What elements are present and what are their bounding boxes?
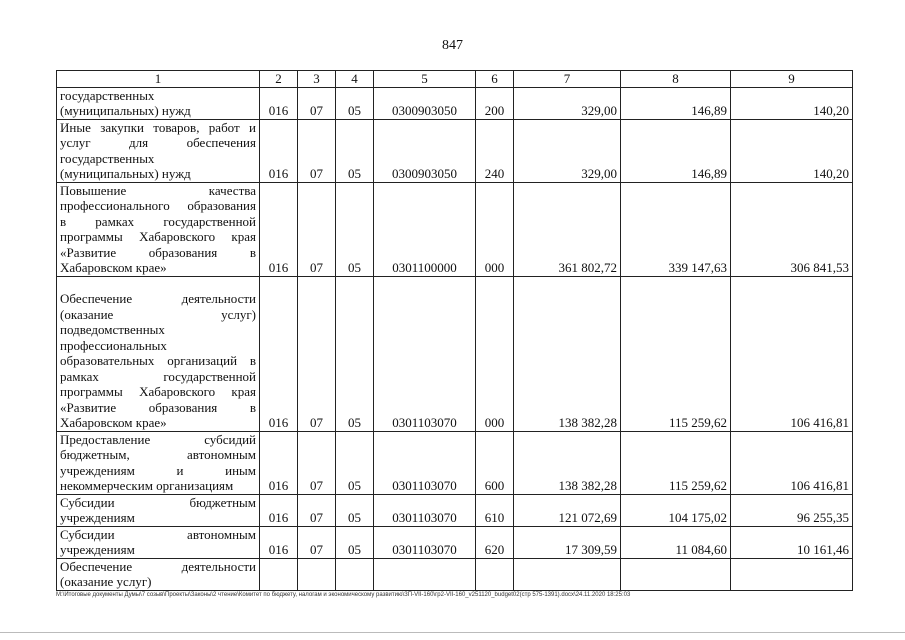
description-line: услуг для обеспечения [60,135,256,150]
department-code: 016 [260,87,298,119]
table-row [57,276,853,431]
expense-type: 600 [476,431,514,494]
scan-edge-line [0,632,905,633]
target-article: 0301100000 [374,182,476,276]
column-header: 3 [298,71,336,88]
amount-year-2: 339 147,63 [621,182,731,276]
description-line: «Развитие образования в [60,244,256,260]
description-line: подведомственных [60,322,165,337]
column-header: 1 [57,71,260,88]
section-code: 07 [298,119,336,182]
section-code: 07 [298,276,336,431]
row-description [57,182,260,276]
subsection-code: 05 [336,494,374,526]
row-description [57,494,260,526]
subsection-code [336,558,374,590]
amount-year-3: 306 841,53 [731,182,853,276]
header-row [57,71,853,88]
department-code [260,558,298,590]
amount-year-3: 106 416,81 [731,276,853,431]
table-row [57,431,853,494]
description-line: Обеспечение деятельности [60,558,256,574]
amount-year-2 [621,558,731,590]
amount-year-2: 146,89 [621,119,731,182]
amount-year-2: 11 084,60 [621,526,731,558]
section-code: 07 [298,431,336,494]
amount-year-1: 361 802,72 [514,182,621,276]
page-number: 847 [442,38,463,53]
amount-year-1: 329,00 [514,119,621,182]
section-code: 07 [298,526,336,558]
description-line: Хабаровском крае» [60,260,167,275]
description-line: профессиональных [60,337,167,353]
amount-year-3 [731,558,853,590]
row-description [57,431,260,494]
column-header: 7 [514,71,621,88]
description-line: бюджетным, автономным [60,447,256,462]
target-article: 0300903050 [374,119,476,182]
column-header: 8 [621,71,731,88]
file-path-footer: М:\Итоговые документы Думы\7 созыв\Проекты\Законы\2 чтение\Комитет по бюджету, налогам и экономическому развитию\ЗП-VII-160\гр2-VII-160_v251120_budget02(стр 575-1391).docx\24.11.2020 18:25:03 [56,592,631,598]
description-line: (оказание услуг) [60,306,256,322]
department-code: 016 [260,276,298,431]
description-line: (муниципальных) нужд [60,166,191,181]
column-header: 4 [336,71,374,88]
target-article [374,558,476,590]
target-article: 0301103070 [374,494,476,526]
description-line: учреждениям [60,542,135,557]
description-line: Повышение качества [60,182,256,198]
budget-table [56,70,853,591]
description-line: Предоставление субсидий [60,431,256,447]
subsection-code: 05 [336,276,374,431]
description-line: некоммерческим организациям [60,478,234,493]
row-description [57,119,260,182]
subsection-code: 05 [336,182,374,276]
description-line: (муниципальных) нужд [60,103,191,118]
section-code: 07 [298,87,336,119]
description-line: Хабаровском крае» [60,415,167,430]
amount-year-1: 138 382,28 [514,431,621,494]
expense-type: 200 [476,87,514,119]
amount-year-1: 138 382,28 [514,276,621,431]
amount-year-2: 104 175,02 [621,494,731,526]
column-header: 2 [260,71,298,88]
expense-type: 240 [476,119,514,182]
target-article: 0301103070 [374,431,476,494]
description-line: учреждениям [60,510,135,525]
row-description [57,87,260,119]
target-article: 0301103070 [374,526,476,558]
row-description [57,558,260,590]
description-line: программы Хабаровского края [60,384,256,399]
description-line: программы Хабаровского края [60,229,256,244]
subsection-code: 05 [336,526,374,558]
description-line: профессионального образования [60,198,256,213]
table-row [57,119,853,182]
column-header: 9 [731,71,853,88]
amount-year-1 [514,558,621,590]
description-line: учреждениям и иным [60,462,256,478]
amount-year-3: 140,20 [731,87,853,119]
column-header: 5 [374,71,476,88]
amount-year-3: 10 161,46 [731,526,853,558]
target-article: 0300903050 [374,87,476,119]
target-article: 0301103070 [374,276,476,431]
row-description [57,526,260,558]
description-line: в рамках государственной [60,213,256,229]
row-description [57,276,260,431]
department-code: 016 [260,182,298,276]
section-code: 07 [298,182,336,276]
table-row [57,526,853,558]
amount-year-1: 329,00 [514,87,621,119]
subsection-code: 05 [336,87,374,119]
amount-year-2: 115 259,62 [621,431,731,494]
description-line: Субсидии автономным [60,526,256,542]
table-row [57,558,853,590]
description-line: (оказание услуг) [60,574,152,589]
subsection-code: 05 [336,119,374,182]
department-code: 016 [260,526,298,558]
department-code: 016 [260,119,298,182]
section-code: 07 [298,494,336,526]
section-code [298,558,336,590]
department-code: 016 [260,494,298,526]
table-row [57,494,853,526]
expense-type: 000 [476,182,514,276]
description-line: государственных [60,150,155,166]
description-line: рамках государственной [60,368,256,384]
amount-year-3: 96 255,35 [731,494,853,526]
amount-year-2: 115 259,62 [621,276,731,431]
description-line: «Развитие образования в [60,399,256,415]
column-header: 6 [476,71,514,88]
amount-year-3: 106 416,81 [731,431,853,494]
description-line: образовательных организаций в [60,353,256,368]
amount-year-1: 17 309,59 [514,526,621,558]
amount-year-1: 121 072,69 [514,494,621,526]
expense-type [476,558,514,590]
description-line: Обеспечение деятельности [60,291,256,306]
description-line: Субсидии бюджетным [60,494,256,510]
description-line: государственных [60,87,155,103]
description-line: Иные закупки товаров, работ и [60,119,256,135]
amount-year-3: 140,20 [731,119,853,182]
table-row [57,87,853,119]
expense-type: 620 [476,526,514,558]
department-code: 016 [260,431,298,494]
subsection-code: 05 [336,431,374,494]
expense-type: 610 [476,494,514,526]
expense-type: 000 [476,276,514,431]
amount-year-2: 146,89 [621,87,731,119]
table-row [57,182,853,276]
